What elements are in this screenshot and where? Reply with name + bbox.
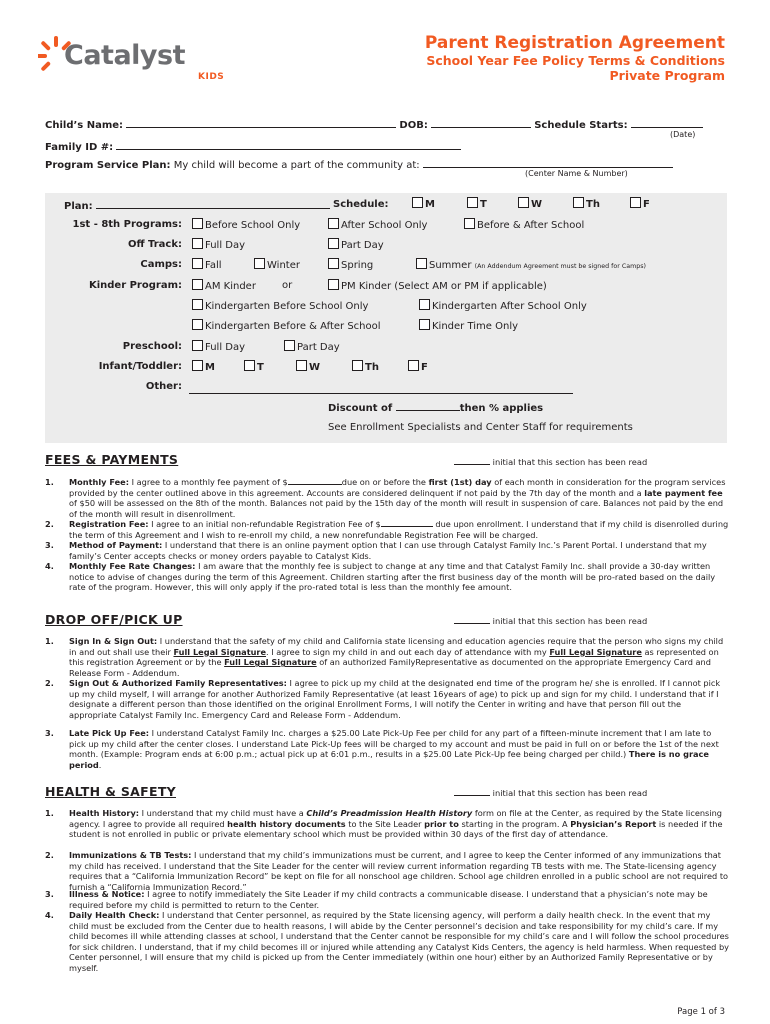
checkbox[interactable] — [419, 319, 430, 330]
programs-label: 1st - 8th Programs: — [72, 219, 182, 230]
other-label: Other: — [145, 381, 182, 392]
checkbox[interactable] — [352, 360, 363, 371]
checkbox[interactable] — [244, 360, 255, 371]
infant-day-t[interactable]: T — [244, 360, 264, 373]
kinder-or: or — [282, 280, 293, 291]
program-before-school[interactable]: Before School Only — [192, 218, 300, 231]
health-item-2: 2. Immunizations & TB Tests: I understand that my child’s immunizations must be current, and I agree to keep the Center informed of any immunizations that my child has received. I understand that the Site Leader for the center will review current information regarding TB tests with me. The State-licensing agency requires that a “California Immunization Record” be kept on file for all nonschool age children. School age children enrolled in a public school are not required to furnish a “California Immunization Record.” — [45, 850, 729, 892]
fees-initial-field[interactable] — [454, 457, 490, 465]
checkbox[interactable] — [284, 340, 295, 351]
kinder-before-school[interactable]: Kindergarten Before School Only — [192, 299, 368, 312]
kinder-pm[interactable]: PM Kinder (Select AM or PM if applicable) — [328, 279, 547, 292]
camp-fall[interactable]: Fall — [192, 258, 222, 271]
fees-item-3: 3. Method of Payment: I understand that there is an online payment option that I can use through Catalyst Family Inc.’s Parent Portal. I understand that my family’s Center accepts checks or money orders payable to Catalyst Kids. — [45, 540, 707, 561]
camps-label: Camps: — [140, 259, 182, 270]
discount-post: then % applies — [459, 403, 544, 414]
checkbox[interactable] — [408, 360, 419, 371]
checkbox[interactable] — [328, 238, 339, 249]
checkbox[interactable] — [467, 197, 478, 208]
schedule-day-th[interactable]: Th — [573, 197, 600, 210]
checkbox[interactable] — [192, 238, 203, 249]
health-item-1: 1. Health History: I understand that my child must have a Child’s Preadmission Health History form on file at the Center, as required by the State licensing agency. I agree to provide all required health history documents to the Site Leader prior to starting in the program. A Physician’s Report is needed if the student is not enrolled in public or private elementary school which must be provided within 30 days of the first day of attendance. — [45, 808, 723, 840]
other-field[interactable] — [189, 379, 573, 398]
offtrack-full-day[interactable]: Full Day — [192, 238, 245, 251]
checkbox[interactable] — [192, 279, 203, 290]
infant-label: Infant/Toddler: — [98, 361, 182, 372]
checkbox[interactable] — [254, 258, 265, 269]
offtrack-part-day[interactable]: Part Day — [328, 238, 384, 251]
camp-summer[interactable]: Summer (An Addendum Agreement must be signed for Camps) — [416, 258, 646, 271]
health-item-3: 3. Illness & Notice: I agree to notify immediately the Site Leader if my child contracts a communicable disease. I understand that a physician’s note may be required before my child is permitted to return to the Center. — [45, 889, 708, 910]
infant-day-w[interactable]: W — [296, 360, 320, 373]
enroll-note: See Enrollment Specialists and Center Staff for requirements — [328, 422, 633, 433]
checkbox[interactable] — [192, 340, 203, 351]
checkbox[interactable] — [630, 197, 641, 208]
camp-spring[interactable]: Spring — [328, 258, 373, 271]
schedule-starts-label: Schedule Starts: — [534, 120, 628, 131]
preschool-part-day[interactable]: Part Day — [284, 340, 340, 353]
kinder-before-after[interactable]: Kindergarten Before & After School — [192, 319, 381, 332]
health-section-title: HEALTH & SAFETY — [45, 784, 176, 799]
camps-note: (An Addendum Agreement must be signed for Camps) — [474, 263, 646, 270]
health-item-4: 4. Daily Health Check: I understand that Center personnel, as required by the State licensing agency, will perform a daily health check. In the event that my child must be excluded from the Center due to health reasons, I will abide by the Center personnel’s decision and take responsibility for my child’s care. If my child becomes ill while attending classes at school, I understand that the Center cannot be responsible for my child’s care and I will follow the school procedures for sick children. I understand, that if my child becomes ill or injured while attending any Catalyst Kids Centers, the agency is held harmless. When requested by Center personnel, I will ensure that my child is picked up from the Center immediately (within one hour) either by an Authorized Family Representative or by myself. — [45, 910, 730, 973]
center-caption: (Center Name & Number) — [525, 169, 628, 178]
dob-field[interactable] — [431, 118, 531, 128]
schedule-label: Schedule: — [333, 199, 389, 210]
fees-initial: initial that this section has been read — [454, 457, 647, 467]
infant-day-th[interactable]: Th — [352, 360, 379, 373]
plan-row — [64, 199, 330, 212]
schedule-starts-field[interactable] — [631, 118, 703, 128]
health-initial: initial that this section has been read — [454, 788, 647, 798]
dropoff-section-title: DROP OFF/PICK UP — [45, 612, 183, 627]
date-caption: (Date) — [670, 130, 696, 139]
checkbox[interactable] — [192, 299, 203, 310]
discount-field[interactable] — [396, 401, 460, 411]
checkbox[interactable] — [518, 197, 529, 208]
page-number: Page 1 of 3 — [677, 1007, 725, 1017]
kinder-time-only[interactable]: Kinder Time Only — [419, 319, 518, 332]
fees-section-title: FEES & PAYMENTS — [45, 452, 179, 467]
center-field[interactable] — [423, 158, 673, 168]
checkbox[interactable] — [192, 360, 203, 371]
dropoff-initial: initial that this section has been read — [454, 616, 647, 626]
checkbox[interactable] — [464, 218, 475, 229]
infant-day-f[interactable]: F — [408, 360, 428, 373]
logo-sub: KIDS — [198, 72, 225, 82]
schedule-day-t[interactable]: T — [467, 197, 487, 210]
plan-label: Plan: — [64, 201, 93, 212]
program-after-school[interactable]: After School Only — [328, 218, 427, 231]
offtrack-label: Off Track: — [127, 239, 182, 250]
psp-text: My child will become a part of the community at: — [173, 160, 420, 171]
plan-field[interactable] — [96, 199, 330, 209]
schedule-day-f[interactable]: F — [630, 197, 650, 210]
discount-pre: Discount of — [328, 403, 393, 414]
program-before-after[interactable]: Before & After School — [464, 218, 584, 231]
checkbox[interactable] — [419, 299, 430, 310]
psp-label: Program Service Plan: — [45, 160, 171, 171]
checkbox[interactable] — [192, 258, 203, 269]
checkbox[interactable] — [573, 197, 584, 208]
kinder-label: Kinder Program: — [88, 280, 182, 291]
schedule-day-w[interactable]: W — [518, 197, 542, 210]
dob-label: DOB: — [399, 120, 428, 131]
logo — [38, 34, 228, 86]
fees-item-2: 2. Registration Fee: I agree to an initial non-refundable Registration Fee of $ due upon enrollment. I understand that if my child is disenrolled during the term of this Agreement and I wish to re-enroll my child, a new nonrefundable Registration Fee will be charged. — [45, 519, 729, 540]
kinder-am[interactable]: AM Kinder — [192, 279, 256, 292]
checkbox[interactable] — [328, 279, 339, 290]
checkbox[interactable] — [412, 197, 423, 208]
child-name-label: Child’s Name: — [45, 120, 124, 131]
monthly-fee-field[interactable] — [288, 478, 342, 485]
dropoff-item-2: 2. Sign Out & Authorized Family Representatives: I agree to pick up my child at the designated end time of the program he/ she is enrolled. If I cannot pick up my child myself, I will arrange for another Authorized Family Representative (at least 16years of age) to pick up and sign for my child. I understand that if I designate a different person than those identified on the original Enrollment Forms, I will notify the Center in writing and have that person fill out the appropriate Catalyst Family Inc. Emergency Card and Release Form - Addendum. — [45, 678, 721, 720]
logo-wordmark: Catalyst — [64, 40, 185, 71]
checkbox[interactable] — [328, 258, 339, 269]
dropoff-item-3: 3. Late Pick Up Fee: I understand Catalyst Family Inc. charges a $25.00 Late Pick-Up Fee per child for any part of a fifteen-minute increment that I am late to pick up my child after the center closes. I understand Late Pick-Up fees will be charged to my account and must be paid in full on or before the 1st of the next month. (Example: Program ends at 6:00 p.m.; actual pick up at 6:01 p.m., results in a $25.00 Late Pick-Up fee being charged per child.) There is no grace period. — [45, 728, 719, 770]
family-id-field[interactable] — [116, 140, 461, 150]
preschool-full-day[interactable]: Full Day — [192, 340, 245, 353]
family-id-row — [45, 140, 461, 153]
checkbox[interactable] — [192, 218, 203, 229]
dropoff-item-1: 1. Sign In & Sign Out: I understand that the safety of my child and California state licensing and education agencies require that the person who signs my child in and out shall use their Full Legal Signature. I agree to sign my child in and out each day of attendance with my Full Legal Signature as represented on this registration Agreement or by the Full Legal Signature of an authorized FamilyRepresentative as documented on the appropriate Emergency Card and Release Form - Addendum. — [45, 636, 724, 678]
child-name-row — [45, 118, 703, 131]
checkbox[interactable] — [296, 360, 307, 371]
schedule-day-m[interactable]: M — [412, 197, 435, 210]
registration-fee-field[interactable] — [381, 520, 433, 527]
health-initial-field[interactable] — [454, 788, 490, 796]
kinder-after-school[interactable]: Kindergarten After School Only — [419, 299, 587, 312]
child-name-field[interactable] — [126, 118, 396, 128]
checkbox[interactable] — [192, 319, 203, 330]
preschool-label: Preschool: — [122, 341, 182, 352]
infant-day-m[interactable]: M — [192, 360, 215, 373]
dropoff-initial-field[interactable] — [454, 616, 490, 624]
camp-winter[interactable]: Winter — [254, 258, 300, 271]
checkbox[interactable] — [328, 218, 339, 229]
page-title: Parent Registration Agreement — [424, 33, 725, 53]
fees-item-1: 1. Monthly Fee: I agree to a monthly fee payment of $ due on or before the first (1st) day of each month in consideration for the program services provided by the center outlined above in this agreement. Accounts are considered delinquent if not paid by the 7th day of the month and a late payment fee of $50 will be assessed on the 8th of the month. Balances not paid by the 15th day of the month will result in suspension of care. Balances not paid by the end of the month will result in disenrollment. — [45, 477, 726, 519]
checkbox[interactable] — [416, 258, 427, 269]
family-id-label: Family ID #: — [45, 142, 114, 153]
page-subtitle-2: Private Program — [609, 68, 725, 83]
fees-item-4: 4. Monthly Fee Rate Changes: I am aware that the monthly fee is subject to change at any time and that Catalyst Family Inc. shall provide a 30-day written notice to advise of changes during the term of this Agreement. Children starting after the first business day of the month will be pro-rated based on the daily rate of the program. However, this will only apply if the pro-rated total is less than the monthly fee amount. — [45, 561, 716, 593]
page-subtitle-1: School Year Fee Policy Terms & Conditions — [426, 53, 725, 68]
discount-row — [328, 401, 543, 414]
